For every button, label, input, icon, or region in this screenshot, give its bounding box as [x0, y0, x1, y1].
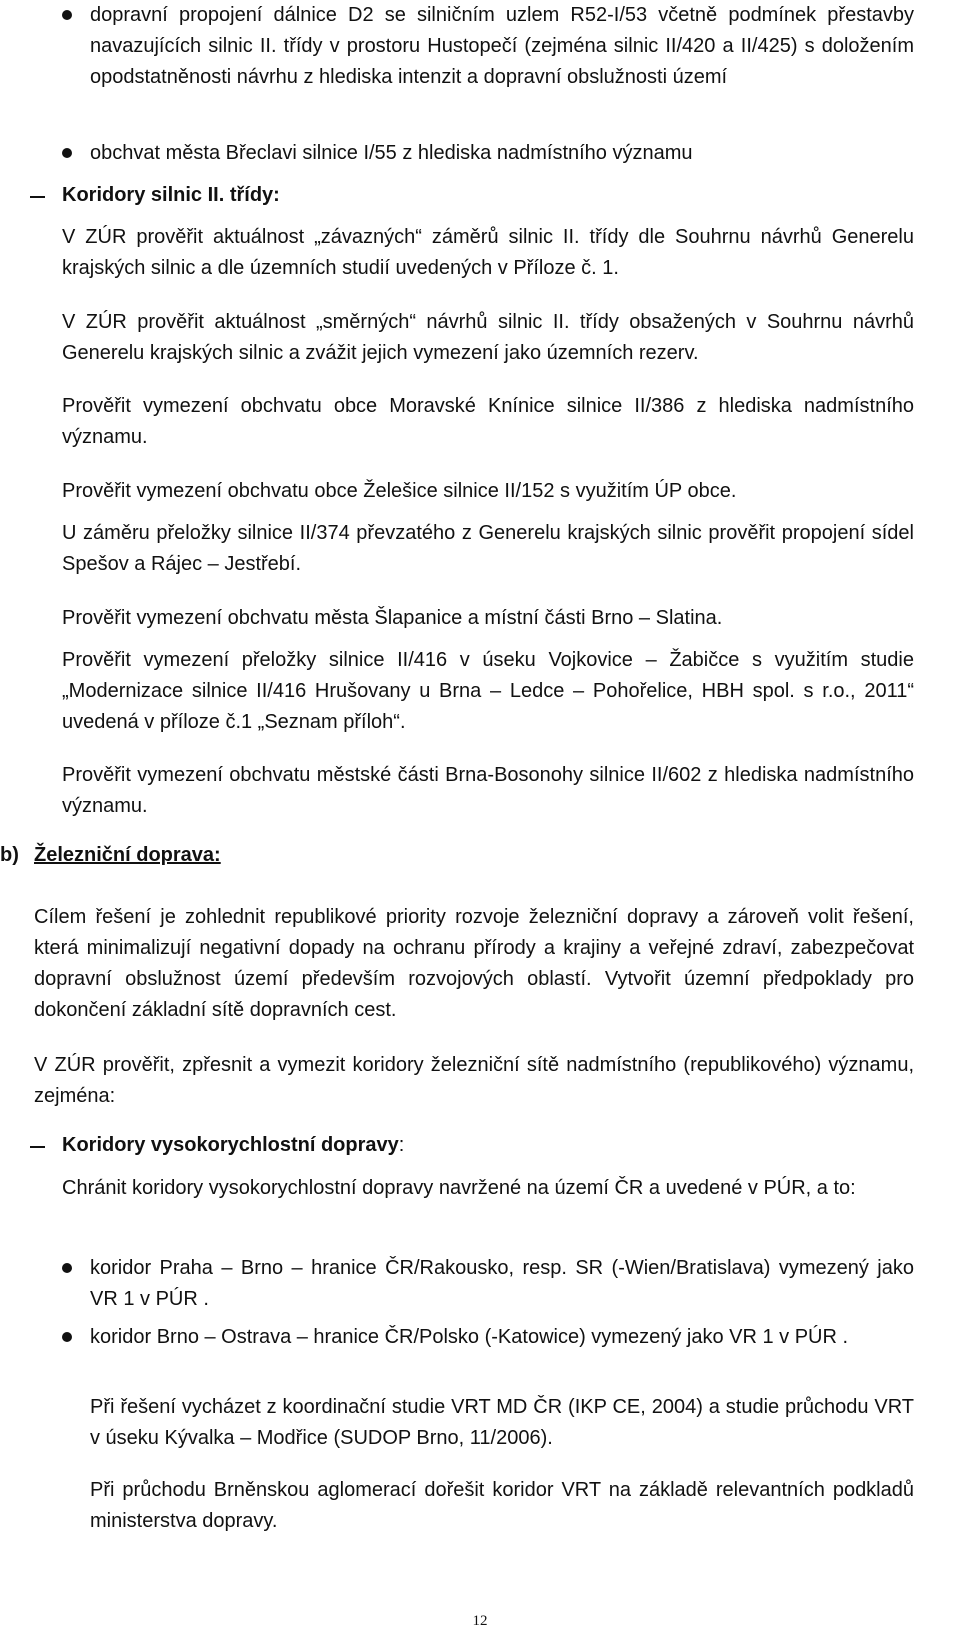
roads-paragraph-directive-plans: V ZÚR prověřit aktuálnost „směrných“ návrhů silnic II. třídy obsažených v Souhrnu návrhů Generelu krajských silnic a zvážit jejich vymezení jako územních rezerv. — [62, 311, 914, 364]
bullet-d2-junction: dopravní propojení dálnice D2 se silničním uzlem R52-I/53 včetně podmínek přestavby navazujících silnic II. třídy v prostoru Hustopečí (zejména silnic II/420 a II/425) s doložením opodstatněnosti návrhu z hlediska intenzit a dopravní obslužnosti území — [90, 0, 914, 93]
section-b-marker: b) — [0, 844, 19, 866]
page-number: 12 — [472, 1613, 488, 1629]
roads-paragraph-slapanice: Prověřit vymezení obchvatu města Šlapanice a místní části Brno – Slatina. — [62, 607, 723, 629]
high-speed-heading — [62, 1130, 912, 1161]
note-brno-agglomeration: Při průchodu Brněnskou aglomerací dořešit koridor VRT na základě relevantních podkladů ministerstva dopravy. — [90, 1479, 914, 1532]
note-coordination-study: Při řešení vycházet z koordinační studie VRT MD ČR (IKP CE, 2004) a studie průchodu VRT v úseku Kývalka – Modřice (SUDOP Brno, 11/2006). — [90, 1396, 914, 1449]
section-b-title: Železniční doprava: — [34, 844, 221, 866]
roads-class-ii-heading: Koridory silnic II. třídy: — [62, 180, 912, 211]
bullet-corridor-praha-brno: koridor Praha – Brno – hranice ČR/Rakousko, resp. SR (-Wien/Bratislava) vymezený jako VR 1 v PÚR . — [90, 1253, 914, 1315]
roads-paragraph-vojkovice-zabicce: Prověřit vymezení přeložky silnice II/416 v úseku Vojkovice – Žabičce s využitím studie „Modernizace silnice II/416 Hrušovany u Brna – Ledce – Pohořelice, HBH spol. s r.o., 2011“ uvedená v příloze č.1 „Seznam příloh“. — [62, 649, 914, 733]
railway-task-paragraph: V ZÚR prověřit, zpřesnit a vymezit koridory železniční sítě nadmístního (republikového) významu, zejména: — [34, 1054, 914, 1107]
roads-paragraph-bosonohy: Prověřit vymezení obchvatu městské části Brna-Bosonohy silnice II/602 z hlediska nadmístního významu. — [62, 764, 914, 817]
bullet-corridor-brno-ostrava: koridor Brno – Ostrava – hranice ČR/Polsko (-Katowice) vymezený jako VR 1 v PÚR . — [90, 1322, 914, 1353]
high-speed-heading-text: Koridory vysokorychlostní dopravy — [62, 1134, 399, 1156]
high-speed-lead-paragraph: Chránit koridory vysokorychlostní dopravy navržené na území ČR a uvedené v PÚR, a to: — [62, 1177, 856, 1199]
roads-paragraph-binding-plans: V ZÚR prověřit aktuálnost „závazných“ záměrů silnic II. třídy dle Souhrnu návrhů Generelu krajských silnic a dle územních studií uvedených v Příloze č. 1. — [62, 226, 914, 279]
roads-paragraph-moravske-kninice: Prověřit vymezení obchvatu obce Moravské Knínice silnice II/386 z hlediska nadmístního významu. — [62, 395, 914, 448]
roads-paragraph-spesov-rajec: U záměru přeložky silnice II/374 převzatého z Generelu krajských silnic prověřit propojení sídel Spešov a Rájec – Jestřebí. — [62, 522, 914, 575]
bullet-breclav-bypass: obchvat města Břeclavi silnice I/55 z hlediska nadmístního významu — [90, 138, 914, 169]
railway-intro-paragraph: Cílem řešení je zohlednit republikové priority rozvoje železniční dopravy a zároveň volit řešení, která minimalizují negativní dopady na ochranu přírody a krajiny a veřejné zdraví, zabezpečovat dopravní obslužnost území především rozvojových oblastí. Vytvořit územní předpoklady pro dokončení základní sítě dopravních cest. — [34, 906, 914, 1021]
high-speed-heading-colon: : — [398, 1134, 405, 1156]
roads-paragraph-zelesice: Prověřit vymezení obchvatu obce Želešice silnice II/152 s využitím ÚP obce. — [62, 480, 737, 502]
